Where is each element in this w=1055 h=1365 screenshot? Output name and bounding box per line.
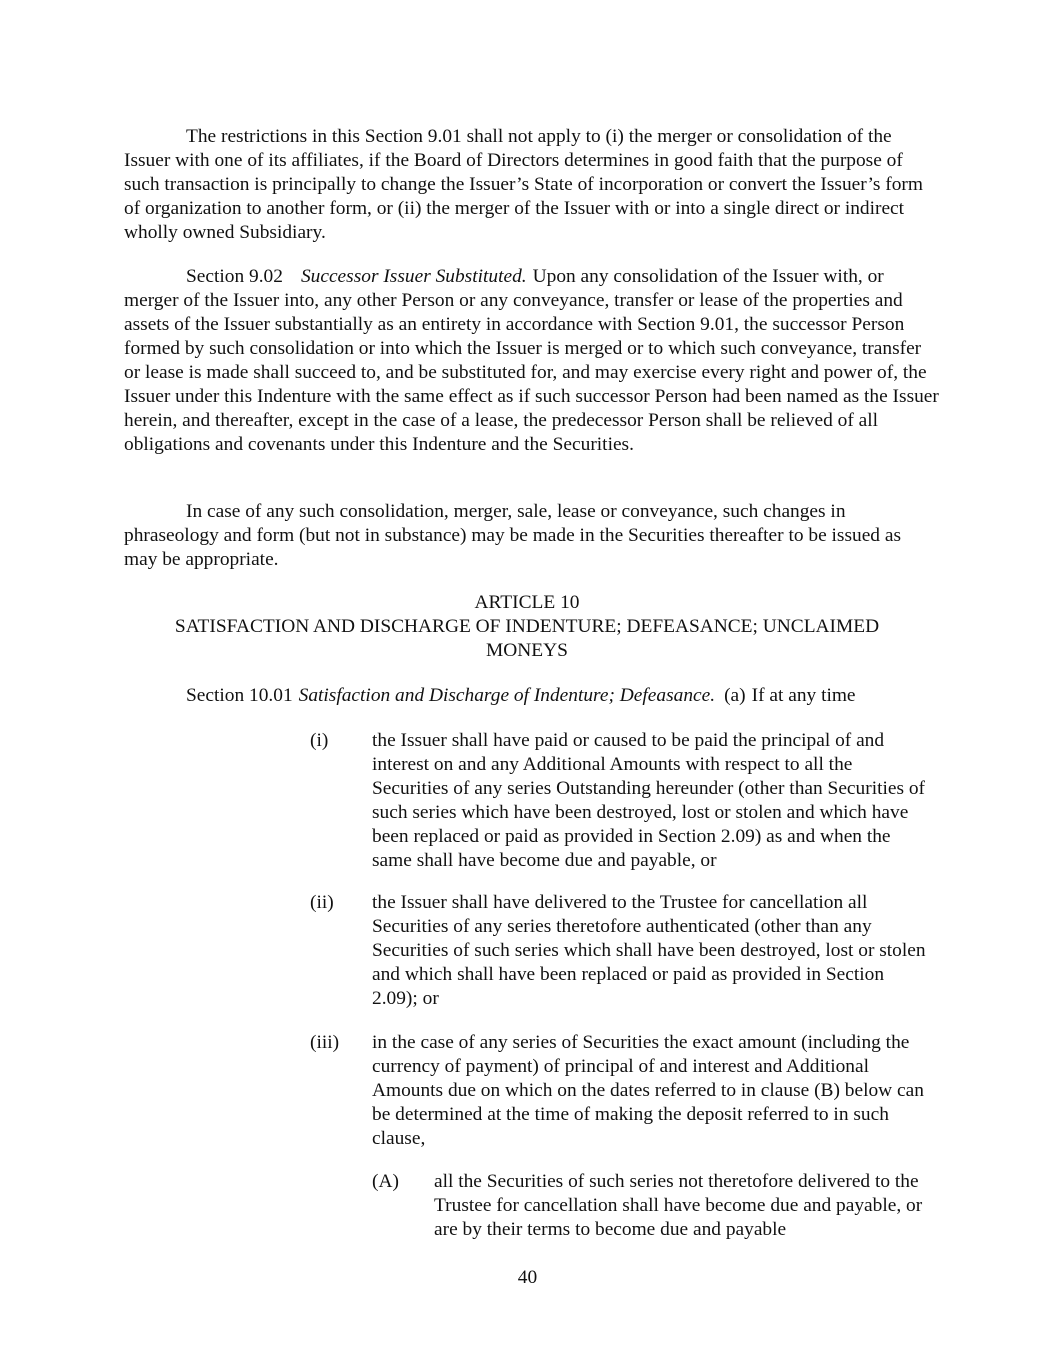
clause-marker: (a) (724, 685, 746, 706)
list-item-marker: (i) (310, 730, 329, 751)
list-item-text: in the case of any series of Securities the exact amount (including the currency of payment) of principal of and interest and Additional Amounts due on which on the dates referred to in clause (B) below can be determined at the time of making the deposit referred to in such clause, (372, 1032, 924, 1149)
list-item (310, 729, 940, 873)
list-item-text: the Issuer shall have paid or caused to be paid the principal of and interest on and any Additional Amounts with respect to all the Securities of any series Outstanding hereunder (other than Securities of such series which have been destroyed, lost or stolen and which have been replaced or paid as provided in Section 2.09) as and when the same shall have become due and payable, or (372, 730, 926, 871)
paragraph-consolidation (124, 500, 939, 572)
section-number: Section 9.02 (186, 266, 283, 287)
paragraph-restrictions (124, 125, 939, 245)
article-title-line-2: MONEYS (486, 640, 568, 661)
section-text: Upon any consolidation of the Issuer with, or merger of the Issuer into, any other Person or any conveyance, transfer or lease of the properties and assets of the Issuer substantially as an entirety in accordance with Section 9.01, the successor Person formed by such consolidation or into which the Issuer is merged or to which such conveyance, transfer or lease is made shall succeed to, and be substituted for, and may exercise every right and power of, the Issuer under this Indenture with the same effect as if such successor Person had been named as the Issuer herein, and thereafter, except in the case of a lease, the predecessor Person shall be relieved of all obligations and covenants under this Indenture and the Securities. (124, 266, 939, 455)
list-item-text: the Issuer shall have delivered to the Trustee for cancellation all Securities of any series theretofore authenticated (other than any Securities of such series which shall have been destroyed, lost or stolen and which shall have been replaced or paid as provided in Section 2.09); or (372, 892, 926, 1009)
list-item-marker: (ii) (310, 892, 334, 913)
article-title-line-1: SATISFACTION AND DISCHARGE OF INDENTURE; DEFEASANCE; UNCLAIMED (174, 616, 880, 637)
sub-list-item-text: all the Securities of such series not theretofore delivered to the Trustee for cancellation shall have become due and payable, or are by their terms to become due and payable (434, 1171, 923, 1240)
list-item-marker: (iii) (310, 1032, 340, 1053)
section-title: Successor Issuer Substituted. (300, 266, 527, 287)
list-item (310, 891, 940, 1011)
sub-list-item-marker: (A) (372, 1171, 399, 1192)
section-10-01-lead (186, 684, 946, 708)
article-heading (124, 591, 930, 663)
paragraph-text: The restrictions in this Section 9.01 shall not apply to (i) the merger or consolidation of the Issuer with one of its affiliates, if the Board of Directors determines in good faith that the purpose of such transaction is principally to change the Issuer’s State of incorporation or convert the Issuer’s form of organization to another form, or (ii) the merger of the Issuer with or into a single direct or indirect wholly owned Subsidiary. (124, 126, 923, 243)
section-text: If at any time (751, 685, 856, 706)
page-number: 40 (517, 1267, 538, 1288)
section-9-02-paragraph (124, 265, 939, 457)
sub-list-item (372, 1170, 942, 1242)
article-number: ARTICLE 10 (474, 592, 580, 613)
list-item (310, 1031, 940, 1151)
section-number: Section 10.01 (186, 685, 293, 706)
section-title: Satisfaction and Discharge of Indenture; Defeasance. (298, 685, 716, 706)
paragraph-text: In case of any such consolidation, merger, sale, lease or conveyance, such changes in phraseology and form (but not in substance) may be made in the Securities thereafter to be issued as may be appropriate. (124, 501, 902, 570)
